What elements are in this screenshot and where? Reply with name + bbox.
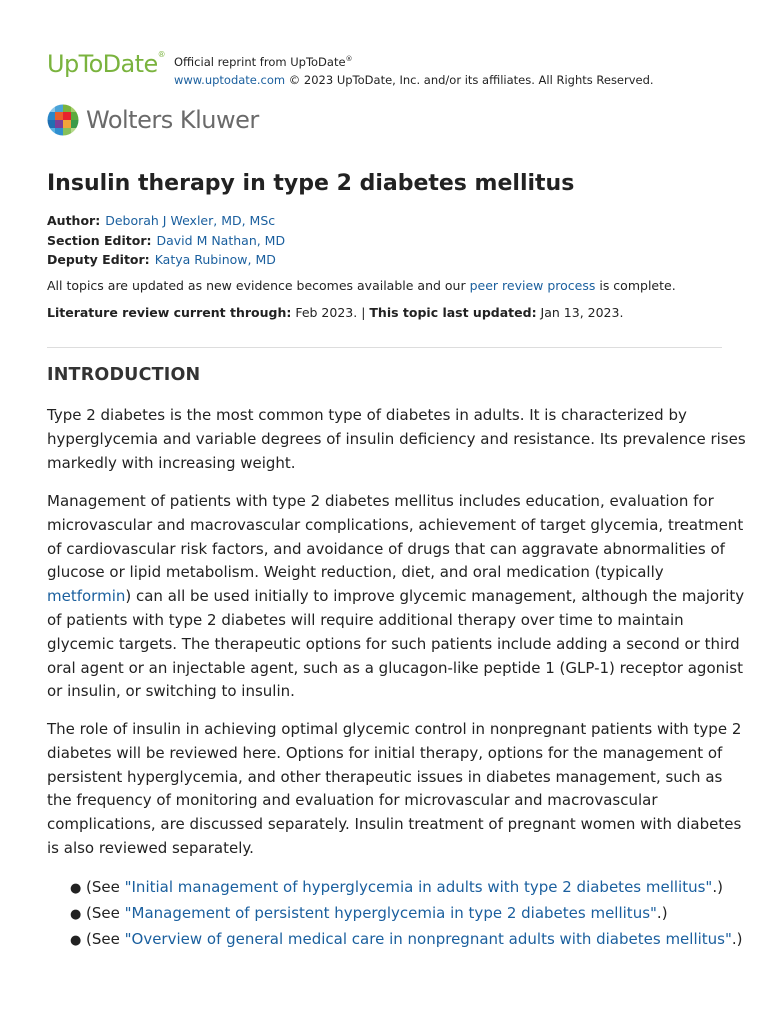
intro-paragraph-2 [47,490,745,704]
section-heading: INTRODUCTION [47,365,201,385]
uptodate-site-link[interactable]: www.uptodate.com [174,72,286,87]
uptodate-logo[interactable] [47,50,165,78]
registered-mark: ® [157,50,166,59]
copyright-text: © 2023 UpToDate, Inc. and/or its affiliates. All Rights Reserved. [288,72,654,87]
uptodate-logo-text: UpToDate [47,50,158,78]
paragraph-line: persistent hyperglycemia, and other therapeutic issues in diabetes management, such as [47,767,723,786]
section-editor-label: Section Editor: [47,232,152,248]
paragraph-line: oral agent or an injectable agent, such as a glucagon-like peptide 1 (GLP-1) receptor agonist [47,658,743,677]
reprint-line: Official reprint from UpToDate [174,54,346,69]
metformin-link[interactable]: metformin [47,587,126,606]
see-prefix: (See [86,904,125,922]
author-label: Author: [47,213,101,228]
paragraph-fragment: ) can all be used initially to improve glycemic management, although the majority [125,587,745,606]
list-item [70,875,743,901]
last-updated-label: This topic last updated: [369,305,537,320]
deputy-editor-label: Deputy Editor: [47,252,150,268]
paragraph-line: glucose or lipid metabolism. Weight reduction, diet, and oral medication (typically [47,563,664,582]
update-notice-tail: is complete. [595,278,676,293]
intro-paragraph-3 [47,718,742,861]
intro-paragraph-1 [47,404,746,475]
see-also-list [70,875,743,953]
paragraph-line: glycemic targets. The therapeutic options for such patients include adding a second or third [47,634,740,653]
deputy-editor-row [47,250,285,270]
review-dates [47,305,623,320]
see-also-link-general-medical-care[interactable]: "Overview of general medical care in nonpregnant adults with diabetes mellitus" [124,930,732,948]
see-also-link-initial-management[interactable]: "Initial management of hyperglycemia in adults with type 2 diabetes mellitus" [124,878,713,896]
paragraph-line: the frequency of monitoring and evaluation for microvascular and macrovascular [47,791,658,810]
section-editor-link[interactable]: David M Nathan, MD [156,232,286,248]
paragraph-line [47,585,745,609]
paragraph-line: Management of patients with type 2 diabetes mellitus includes education, evaluation for [47,492,714,510]
section-editor-row [47,231,285,251]
bullet-dot: ● [70,881,82,896]
author-link[interactable]: Deborah J Wexler, MD, MSc [105,213,276,228]
see-prefix: (See [86,930,125,948]
see-suffix: .) [712,878,723,896]
bullet-dot: ● [70,933,82,948]
see-suffix: .) [731,930,743,948]
wolters-kluwer-mosaic-icon [47,104,79,136]
last-updated-date: Jan 13, 2023. [536,305,624,320]
article-credits [47,211,285,270]
header [47,48,727,88]
reprint-notice [174,50,654,89]
article-title: Insulin therapy in type 2 diabetes mellitus [47,171,575,196]
paragraph-line: microvascular and macrovascular complications, achievement of target glycemia, treatment [47,515,744,534]
list-item [70,901,743,927]
date-separator: | [357,305,370,320]
see-also-link-persistent-hyperglycemia[interactable]: "Management of persistent hyperglycemia in type 2 diabetes mellitus" [124,904,657,922]
see-suffix: .) [656,904,668,922]
bullet-dot: ● [70,907,82,922]
paragraph-line: Type 2 diabetes is the most common type of diabetes in adults. It is characterized by [47,406,687,424]
paragraph-line: of cardiovascular risk factors, and avoidance of drugs that can aggravate abnormalities of [47,539,725,558]
paragraph-line: of patients with type 2 diabetes will require additional therapy over time to maintain [47,610,684,629]
update-notice-text: All topics are updated as new evidence becomes available and our [47,278,470,293]
list-item [70,927,743,953]
update-notice [47,278,676,293]
paragraph-line: markedly with increasing weight. [47,453,296,472]
paragraph-line: hyperglycemia and variable degrees of insulin deficiency and resistance. Its prevalence rises [47,429,746,448]
wolters-kluwer-logo-text: Wolters Kluwer [86,106,259,134]
paragraph-line: The role of insulin in achieving optimal glycemic control in nonpregnant patients with type 2 [47,720,742,738]
paragraph-line: complications, are discussed separately. Insulin treatment of pregnant women with diabetes [47,815,742,834]
paragraph-line: diabetes will be reviewed here. Options for initial therapy, options for the management of [47,743,723,762]
peer-review-link[interactable]: peer review process [469,278,596,293]
registered-mark: ® [345,55,353,63]
paragraph-line: or insulin, or switching to insulin. [47,682,295,701]
author-row [47,211,285,231]
lit-review-date: Feb 2023. [291,305,358,320]
divider [47,347,722,348]
see-prefix: (See [86,878,125,896]
deputy-editor-link[interactable]: Katya Rubinow, MD [154,252,276,268]
paragraph-line: is also reviewed separately. [47,838,254,857]
lit-review-label: Literature review current through: [47,305,292,320]
